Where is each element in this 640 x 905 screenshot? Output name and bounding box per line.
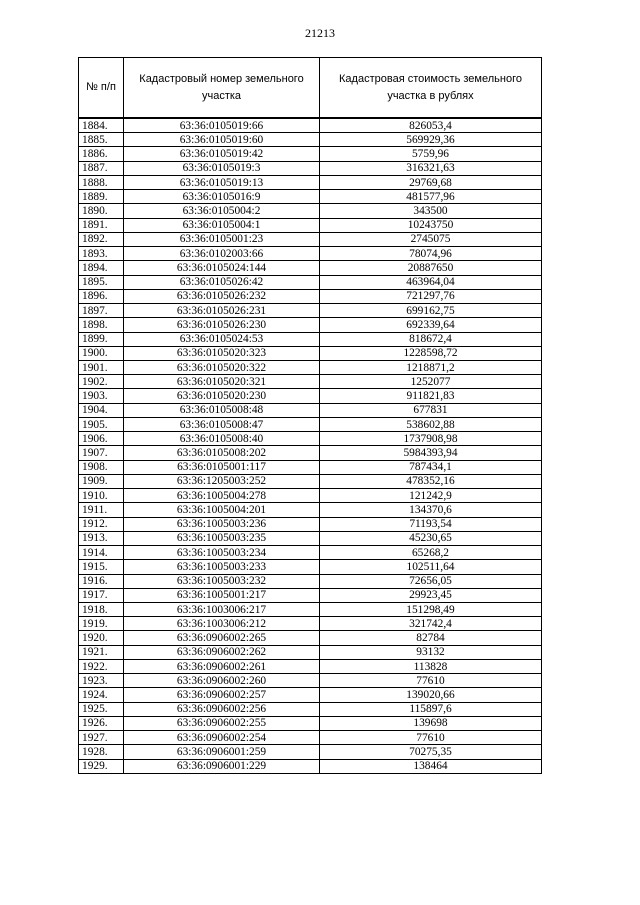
cadastral-number-cell: 63:36:0105026:230 — [124, 318, 320, 332]
row-number-cell: 1898. — [79, 318, 124, 332]
cadastral-value-cell: 692339,64 — [320, 318, 542, 332]
row-number-cell: 1918. — [79, 602, 124, 616]
cadastral-value-cell: 134370,6 — [320, 503, 542, 517]
cadastral-value-cell: 677831 — [320, 403, 542, 417]
row-number-cell: 1922. — [79, 659, 124, 673]
row-number-cell: 1895. — [79, 275, 124, 289]
cadastral-number-cell: 63:36:0105019:13 — [124, 175, 320, 189]
row-number-cell: 1900. — [79, 346, 124, 360]
cadastral-number-cell: 63:36:0906002:265 — [124, 631, 320, 645]
cadastral-number-cell: 63:36:0105016:9 — [124, 190, 320, 204]
cadastral-number-cell: 63:36:1003006:212 — [124, 617, 320, 631]
cadastral-number-cell: 63:36:0105020:321 — [124, 375, 320, 389]
table-row — [79, 546, 542, 560]
cadastral-value-cell: 478352,16 — [320, 474, 542, 488]
table-row — [79, 190, 542, 204]
cadastral-number-cell: 63:36:0105020:323 — [124, 346, 320, 360]
row-number-cell: 1887. — [79, 161, 124, 175]
cadastral-number-cell: 63:36:0906001:229 — [124, 759, 320, 773]
row-number-cell: 1923. — [79, 674, 124, 688]
cadastral-value-cell: 463964,04 — [320, 275, 542, 289]
table-row — [79, 204, 542, 218]
cadastral-number-cell: 63:36:0906001:259 — [124, 745, 320, 759]
cadastral-value-cell: 1252077 — [320, 375, 542, 389]
table-row — [79, 645, 542, 659]
row-number-cell: 1893. — [79, 247, 124, 261]
cadastral-number-cell: 63:36:0105001:117 — [124, 460, 320, 474]
cadastral-number-cell: 63:36:0105019:66 — [124, 118, 320, 133]
row-number-cell: 1921. — [79, 645, 124, 659]
cadastral-value-cell: 115897,6 — [320, 702, 542, 716]
table-row — [79, 574, 542, 588]
cadastral-value-cell: 826053,4 — [320, 118, 542, 133]
cadastral-value-cell: 5759,96 — [320, 147, 542, 161]
cadastral-number-cell: 63:36:0105019:60 — [124, 133, 320, 147]
cadastral-number-cell: 63:36:1205003:252 — [124, 474, 320, 488]
cadastral-value-cell: 29769,68 — [320, 175, 542, 189]
table-row — [79, 389, 542, 403]
cadastral-number-cell: 63:36:1005003:235 — [124, 531, 320, 545]
row-number-cell: 1916. — [79, 574, 124, 588]
cadastral-value-cell: 139698 — [320, 716, 542, 730]
cadastral-value-cell: 45230,65 — [320, 531, 542, 545]
row-number-cell: 1884. — [79, 118, 124, 133]
cadastral-number-cell: 63:36:0105020:322 — [124, 360, 320, 374]
cadastral-value-cell: 72656,05 — [320, 574, 542, 588]
cadastral-number-cell: 63:36:0105008:47 — [124, 417, 320, 431]
cadastral-number-cell: 63:36:0906002:256 — [124, 702, 320, 716]
table-row — [79, 161, 542, 175]
cadastral-number-cell: 63:36:0105008:48 — [124, 403, 320, 417]
cadastral-number-cell: 63:36:1005004:201 — [124, 503, 320, 517]
table-row — [79, 261, 542, 275]
table-row — [79, 602, 542, 616]
cadastral-number-cell: 63:36:0105020:230 — [124, 389, 320, 403]
table-row — [79, 446, 542, 460]
cadastral-value-cell: 316321,63 — [320, 161, 542, 175]
table-row — [79, 617, 542, 631]
cadastral-value-cell: 699162,75 — [320, 304, 542, 318]
table-row — [79, 659, 542, 673]
row-number-cell: 1908. — [79, 460, 124, 474]
cadastral-value-cell: 721297,76 — [320, 289, 542, 303]
table-row — [79, 332, 542, 346]
row-number-cell: 1892. — [79, 232, 124, 246]
cadastral-number-cell: 63:36:0105004:1 — [124, 218, 320, 232]
cadastral-value-cell: 5984393,94 — [320, 446, 542, 460]
row-number-cell: 1907. — [79, 446, 124, 460]
table-row — [79, 375, 542, 389]
row-number-cell: 1901. — [79, 360, 124, 374]
table-row — [79, 688, 542, 702]
row-number-cell: 1906. — [79, 432, 124, 446]
cadastral-number-cell: 63:36:1005001:217 — [124, 588, 320, 602]
cadastral-value-cell: 20887650 — [320, 261, 542, 275]
row-number-cell: 1899. — [79, 332, 124, 346]
cadastral-number-cell: 63:36:1003006:217 — [124, 602, 320, 616]
cadastral-number-cell: 63:36:0906002:257 — [124, 688, 320, 702]
table-row — [79, 503, 542, 517]
cadastral-value-cell: 139020,66 — [320, 688, 542, 702]
header-cadastral-number: Кадастровый номер земельного участка — [124, 58, 320, 119]
row-number-cell: 1919. — [79, 617, 124, 631]
cadastral-number-cell: 63:36:0105026:231 — [124, 304, 320, 318]
cadastral-number-cell: 63:36:0105024:144 — [124, 261, 320, 275]
row-number-cell: 1911. — [79, 503, 124, 517]
cadastral-number-cell: 63:36:0105004:2 — [124, 204, 320, 218]
cadastral-number-cell: 63:36:1005003:232 — [124, 574, 320, 588]
header-num: № п/п — [79, 58, 124, 119]
table-row — [79, 674, 542, 688]
row-number-cell: 1927. — [79, 731, 124, 745]
table-row — [79, 346, 542, 360]
cadastral-number-cell: 63:36:0105008:202 — [124, 446, 320, 460]
table-row — [79, 531, 542, 545]
row-number-cell: 1926. — [79, 716, 124, 730]
cadastral-value-cell: 65268,2 — [320, 546, 542, 560]
cadastral-value-cell: 321742,4 — [320, 617, 542, 631]
cadastral-number-cell: 63:36:0906002:261 — [124, 659, 320, 673]
table-row — [79, 588, 542, 602]
cadastral-number-cell: 63:36:1005003:236 — [124, 517, 320, 531]
table-row — [79, 417, 542, 431]
table-row — [79, 147, 542, 161]
table-row — [79, 403, 542, 417]
table-row — [79, 133, 542, 147]
row-number-cell: 1915. — [79, 560, 124, 574]
page-number: 21213 — [305, 26, 335, 40]
cadastral-number-cell: 63:36:0105001:23 — [124, 232, 320, 246]
table-row — [79, 460, 542, 474]
row-number-cell: 1888. — [79, 175, 124, 189]
cadastral-value-cell: 77610 — [320, 731, 542, 745]
cadastral-value-cell: 343500 — [320, 204, 542, 218]
cadastral-number-cell: 63:36:1005004:278 — [124, 489, 320, 503]
row-number-cell: 1910. — [79, 489, 124, 503]
cadastral-value-cell: 113828 — [320, 659, 542, 673]
row-number-cell: 1890. — [79, 204, 124, 218]
row-number-cell: 1904. — [79, 403, 124, 417]
row-number-cell: 1912. — [79, 517, 124, 531]
cadastral-number-cell: 63:36:0906002:255 — [124, 716, 320, 730]
cadastral-number-cell: 63:36:0906002:254 — [124, 731, 320, 745]
table-row — [79, 702, 542, 716]
row-number-cell: 1909. — [79, 474, 124, 488]
cadastral-number-cell: 63:36:0105008:40 — [124, 432, 320, 446]
cadastral-number-cell: 63:36:0906002:260 — [124, 674, 320, 688]
table-row — [79, 489, 542, 503]
cadastral-value-cell: 911821,83 — [320, 389, 542, 403]
table-row — [79, 247, 542, 261]
cadastral-value-cell: 538602,88 — [320, 417, 542, 431]
table-row — [79, 560, 542, 574]
cadastral-value-cell: 121242,9 — [320, 489, 542, 503]
cadastral-value-cell: 71193,54 — [320, 517, 542, 531]
table-body — [79, 118, 542, 773]
row-number-cell: 1929. — [79, 759, 124, 773]
table-row — [79, 360, 542, 374]
row-number-cell: 1928. — [79, 745, 124, 759]
table-row — [79, 731, 542, 745]
table-row — [79, 275, 542, 289]
cadastral-value-cell: 1218871,2 — [320, 360, 542, 374]
row-number-cell: 1925. — [79, 702, 124, 716]
cadastral-number-cell: 63:36:0105019:42 — [124, 147, 320, 161]
row-number-cell: 1897. — [79, 304, 124, 318]
row-number-cell: 1905. — [79, 417, 124, 431]
table-header-row — [79, 58, 542, 119]
cadastral-value-cell: 151298,49 — [320, 602, 542, 616]
cadastral-number-cell: 63:36:0906002:262 — [124, 645, 320, 659]
row-number-cell: 1924. — [79, 688, 124, 702]
cadastral-number-cell: 63:36:0102003:66 — [124, 247, 320, 261]
cadastral-value-cell: 93132 — [320, 645, 542, 659]
cadastral-value-cell: 10243750 — [320, 218, 542, 232]
cadastral-value-cell: 77610 — [320, 674, 542, 688]
table-row — [79, 175, 542, 189]
table-row — [79, 745, 542, 759]
row-number-cell: 1903. — [79, 389, 124, 403]
row-number-cell: 1891. — [79, 218, 124, 232]
cadastral-value-cell: 82784 — [320, 631, 542, 645]
row-number-cell: 1902. — [79, 375, 124, 389]
table-row — [79, 474, 542, 488]
cadastral-value-cell: 138464 — [320, 759, 542, 773]
table-row — [79, 304, 542, 318]
row-number-cell: 1914. — [79, 546, 124, 560]
row-number-cell: 1889. — [79, 190, 124, 204]
cadastral-value-cell: 1737908,98 — [320, 432, 542, 446]
table-row — [79, 118, 542, 133]
row-number-cell: 1886. — [79, 147, 124, 161]
table-row — [79, 232, 542, 246]
cadastral-number-cell: 63:36:0105024:53 — [124, 332, 320, 346]
row-number-cell: 1920. — [79, 631, 124, 645]
table-row — [79, 716, 542, 730]
table-row — [79, 759, 542, 773]
cadastral-value-cell: 78074,96 — [320, 247, 542, 261]
table-row — [79, 432, 542, 446]
cadastral-table — [78, 57, 542, 774]
cadastral-value-cell: 102511,64 — [320, 560, 542, 574]
row-number-cell: 1885. — [79, 133, 124, 147]
cadastral-number-cell: 63:36:0105019:3 — [124, 161, 320, 175]
table-row — [79, 517, 542, 531]
cadastral-value-cell: 29923,45 — [320, 588, 542, 602]
cadastral-value-cell: 1228598,72 — [320, 346, 542, 360]
cadastral-value-cell: 569929,36 — [320, 133, 542, 147]
cadastral-value-cell: 2745075 — [320, 232, 542, 246]
row-number-cell: 1917. — [79, 588, 124, 602]
row-number-cell: 1894. — [79, 261, 124, 275]
table-row — [79, 218, 542, 232]
cadastral-value-cell: 818672,4 — [320, 332, 542, 346]
row-number-cell: 1896. — [79, 289, 124, 303]
table-row — [79, 318, 542, 332]
table-row — [79, 631, 542, 645]
cadastral-number-cell: 63:36:1005003:234 — [124, 546, 320, 560]
cadastral-number-cell: 63:36:0105026:42 — [124, 275, 320, 289]
cadastral-value-cell: 70275,35 — [320, 745, 542, 759]
cadastral-value-cell: 481577,96 — [320, 190, 542, 204]
cadastral-number-cell: 63:36:0105026:232 — [124, 289, 320, 303]
header-cadastral-value: Кадастровая стоимость земельного участка в рублях — [320, 58, 542, 119]
table-row — [79, 289, 542, 303]
cadastral-number-cell: 63:36:1005003:233 — [124, 560, 320, 574]
row-number-cell: 1913. — [79, 531, 124, 545]
cadastral-value-cell: 787434,1 — [320, 460, 542, 474]
